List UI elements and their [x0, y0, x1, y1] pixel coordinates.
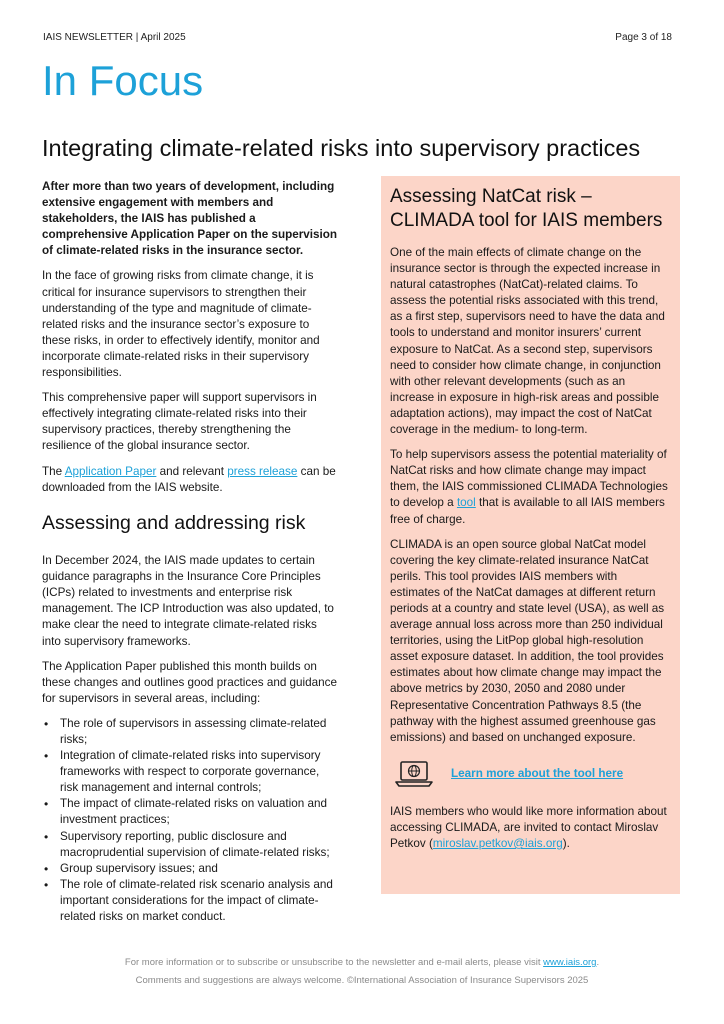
learn-more-tool-link[interactable]: Learn more about the tool here	[451, 766, 624, 780]
sidebar-paragraph-4-post: ).	[562, 837, 570, 850]
paragraph-3	[42, 464, 338, 496]
section-label: In Focus	[42, 57, 204, 104]
sidebar-paragraph-1: One of the main effects of climate change on the insurance sector is through the expected increase in natural catastrophes (NatCat)-related claims. To assess the potential risks associated with this trend, as a first step, supervisors need to have the data and tools to understand and monitor insurers’ current exposure to NatCat. As a second step, supervisors need to consider how climate change, in conjunction with other relevant developments (such as an increase in exposure in high-risk areas and possible adaptation actions), may impact the cost of NatCat coverage in the medium- to long-term.	[390, 246, 665, 437]
application-paper-link[interactable]: Application Paper	[64, 464, 157, 478]
laptop-globe-icon	[395, 760, 433, 788]
press-release-link[interactable]: press release	[227, 464, 298, 478]
list-item: • The role of supervisors in assessing climate-related risks;	[42, 716, 338, 748]
sidebar-title: Assessing NatCat risk – CLIMADA tool for IAIS members	[390, 186, 663, 231]
iais-website-link[interactable]: www.iais.org	[543, 957, 597, 968]
sidebar-paragraph-2	[390, 447, 670, 527]
paragraph-3-pre: The	[42, 464, 65, 478]
footer-copyright-line: Comments and suggestions are always welcome. ©International Association of Insurance Supervisors 2025	[135, 975, 589, 986]
paragraph-2: This comprehensive paper will support supervisors in effectively integrating climate-related risks into their supervisory practices, thereby strengthening the resilience of the global insurance sector.	[42, 391, 317, 453]
sidebar-paragraph-2-pre: To help supervisors assess the potential materiality of NatCat risks and how climate change may impact them, the IAIS commissioned CLIMADA Technologies to develop a	[390, 448, 668, 510]
page-title: Integrating climate-related risks into supervisory practices	[42, 135, 641, 161]
list-item: • The impact of climate-related risks on valuation and investment practices;	[42, 796, 338, 828]
list-item: • The role of climate-related risk scenario analysis and important considerations for the impact of climate-related risks on market conduct.	[42, 877, 338, 925]
paragraph-3-post: can be downloaded from the IAIS website.	[42, 464, 336, 494]
climada-sidebar	[381, 176, 680, 894]
main-column	[42, 179, 338, 925]
paragraph-4: In December 2024, the IAIS made updates to certain guidance paragraphs in the Insurance Core Principles (ICPs) related to investments and enterprise risk management. The ICP Introduction was also updated, to make clear the need to integrate climate-related risks into supervisory frameworks.	[42, 554, 334, 648]
footer-line-1-post: .	[596, 957, 600, 968]
sidebar-paragraph-3: CLIMADA is an open source global NatCat model covering the key climate-related insurance NatCat perils. This tool provides IAIS members with estimates of the NatCat damages at different return periods at a country and state level (USA), as well as average annual loss across more than 250 individual territories, using the LitPop global high-resolution asset exposure dataset. In addition, the tool provides estimates about how climate change may impact the above metrics by 2030, 2050 and 2080 under Representative Concentration Pathways 8.5 (the pathway with the highest assumed greenhouse gas emissions) and based on unchanged exposure.	[390, 537, 665, 744]
newsletter-header: IAIS NEWSLETTER | April 2025	[43, 32, 186, 43]
section-heading-assessing: Assessing and addressing risk	[42, 511, 306, 534]
list-item: • Group supervisory issues; and	[42, 861, 338, 877]
sidebar-paragraph-4-pre: IAIS members who would like more information about accessing CLIMADA, are invited to contact Miroslav Petkov (	[390, 804, 667, 850]
guidance-areas-list	[42, 716, 338, 925]
contact-email-link[interactable]: miroslav.petkov@iais.org	[432, 837, 563, 850]
footer-subscribe-line	[0, 957, 724, 968]
footer-line-1-pre: For more information or to subscribe or unsubscribe to the newsletter and e-mail alerts, please visit	[124, 957, 544, 968]
learn-more-row	[395, 760, 670, 788]
page-number: Page 3 of 18	[615, 32, 672, 43]
tool-link-inline[interactable]: tool	[456, 496, 476, 510]
intro-paragraph: After more than two years of development, including extensive engagement with members and stakeholders, the IAIS has published a comprehensive Application Paper on the supervision of climate-related risks in the insurance sector.	[42, 180, 338, 258]
paragraph-1: In the face of growing risks from climate change, it is critical for insurance supervisors to strengthen their understanding of the type and magnitude of climate-related risks and the insurance sector’s exposure to these risks, in order to effectively identify, monitor and incorporate climate-related risks in their supervisory responsibilities.	[42, 269, 320, 380]
paragraph-3-mid: and relevant	[156, 464, 228, 478]
sidebar-paragraph-2-post: that is available to all IAIS members free of charge.	[390, 496, 665, 526]
list-item: • Integration of climate-related risks into supervisory frameworks with respect to corporate governance, risk management and internal controls;	[42, 748, 338, 796]
paragraph-5: The Application Paper published this month builds on these changes and outlines good practices and guidance for supervisors in several areas, including:	[42, 659, 338, 705]
sidebar-paragraph-4	[390, 804, 670, 852]
list-item: • Supervisory reporting, public disclosure and macroprudential supervision of climate-related risks;	[42, 829, 338, 861]
